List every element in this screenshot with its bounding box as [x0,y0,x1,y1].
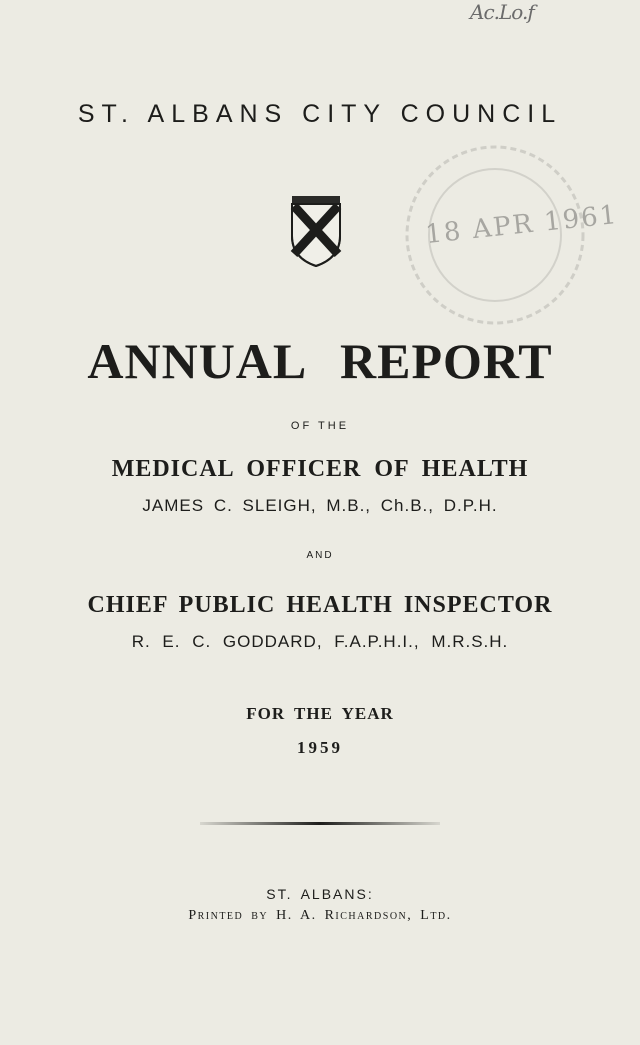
decorative-rule [200,822,440,825]
imprint-printer: Printed by H. A. Richardson, Ltd. [188,908,452,923]
report-year: 1959 [297,738,343,757]
period-label: FOR THE YEAR [246,704,394,723]
inspector-title: CHIEF PUBLIC HEALTH INSPECTOR [87,592,553,618]
of-the-label: OF THE [290,420,350,432]
handwritten-accession-note: Ac.Lo.f [470,0,534,24]
medical-officer-title: MEDICAL OFFICER OF HEALTH [111,456,529,482]
city-crest-icon [288,196,344,268]
inspector-name: R. E. C. GODDARD, F.A.P.H.I., M.R.S.H. [131,632,509,651]
report-title: ANNUAL REPORT [87,333,553,389]
and-label: AND [306,550,334,561]
council-name: ST. ALBANS CITY COUNCIL [77,100,563,128]
stamp-date: 18 APR 1961 [423,199,620,251]
medical-officer-name: JAMES C. SLEIGH, M.B., Ch.B., D.P.H. [142,496,498,515]
imprint-place: ST. ALBANS: [266,886,374,902]
